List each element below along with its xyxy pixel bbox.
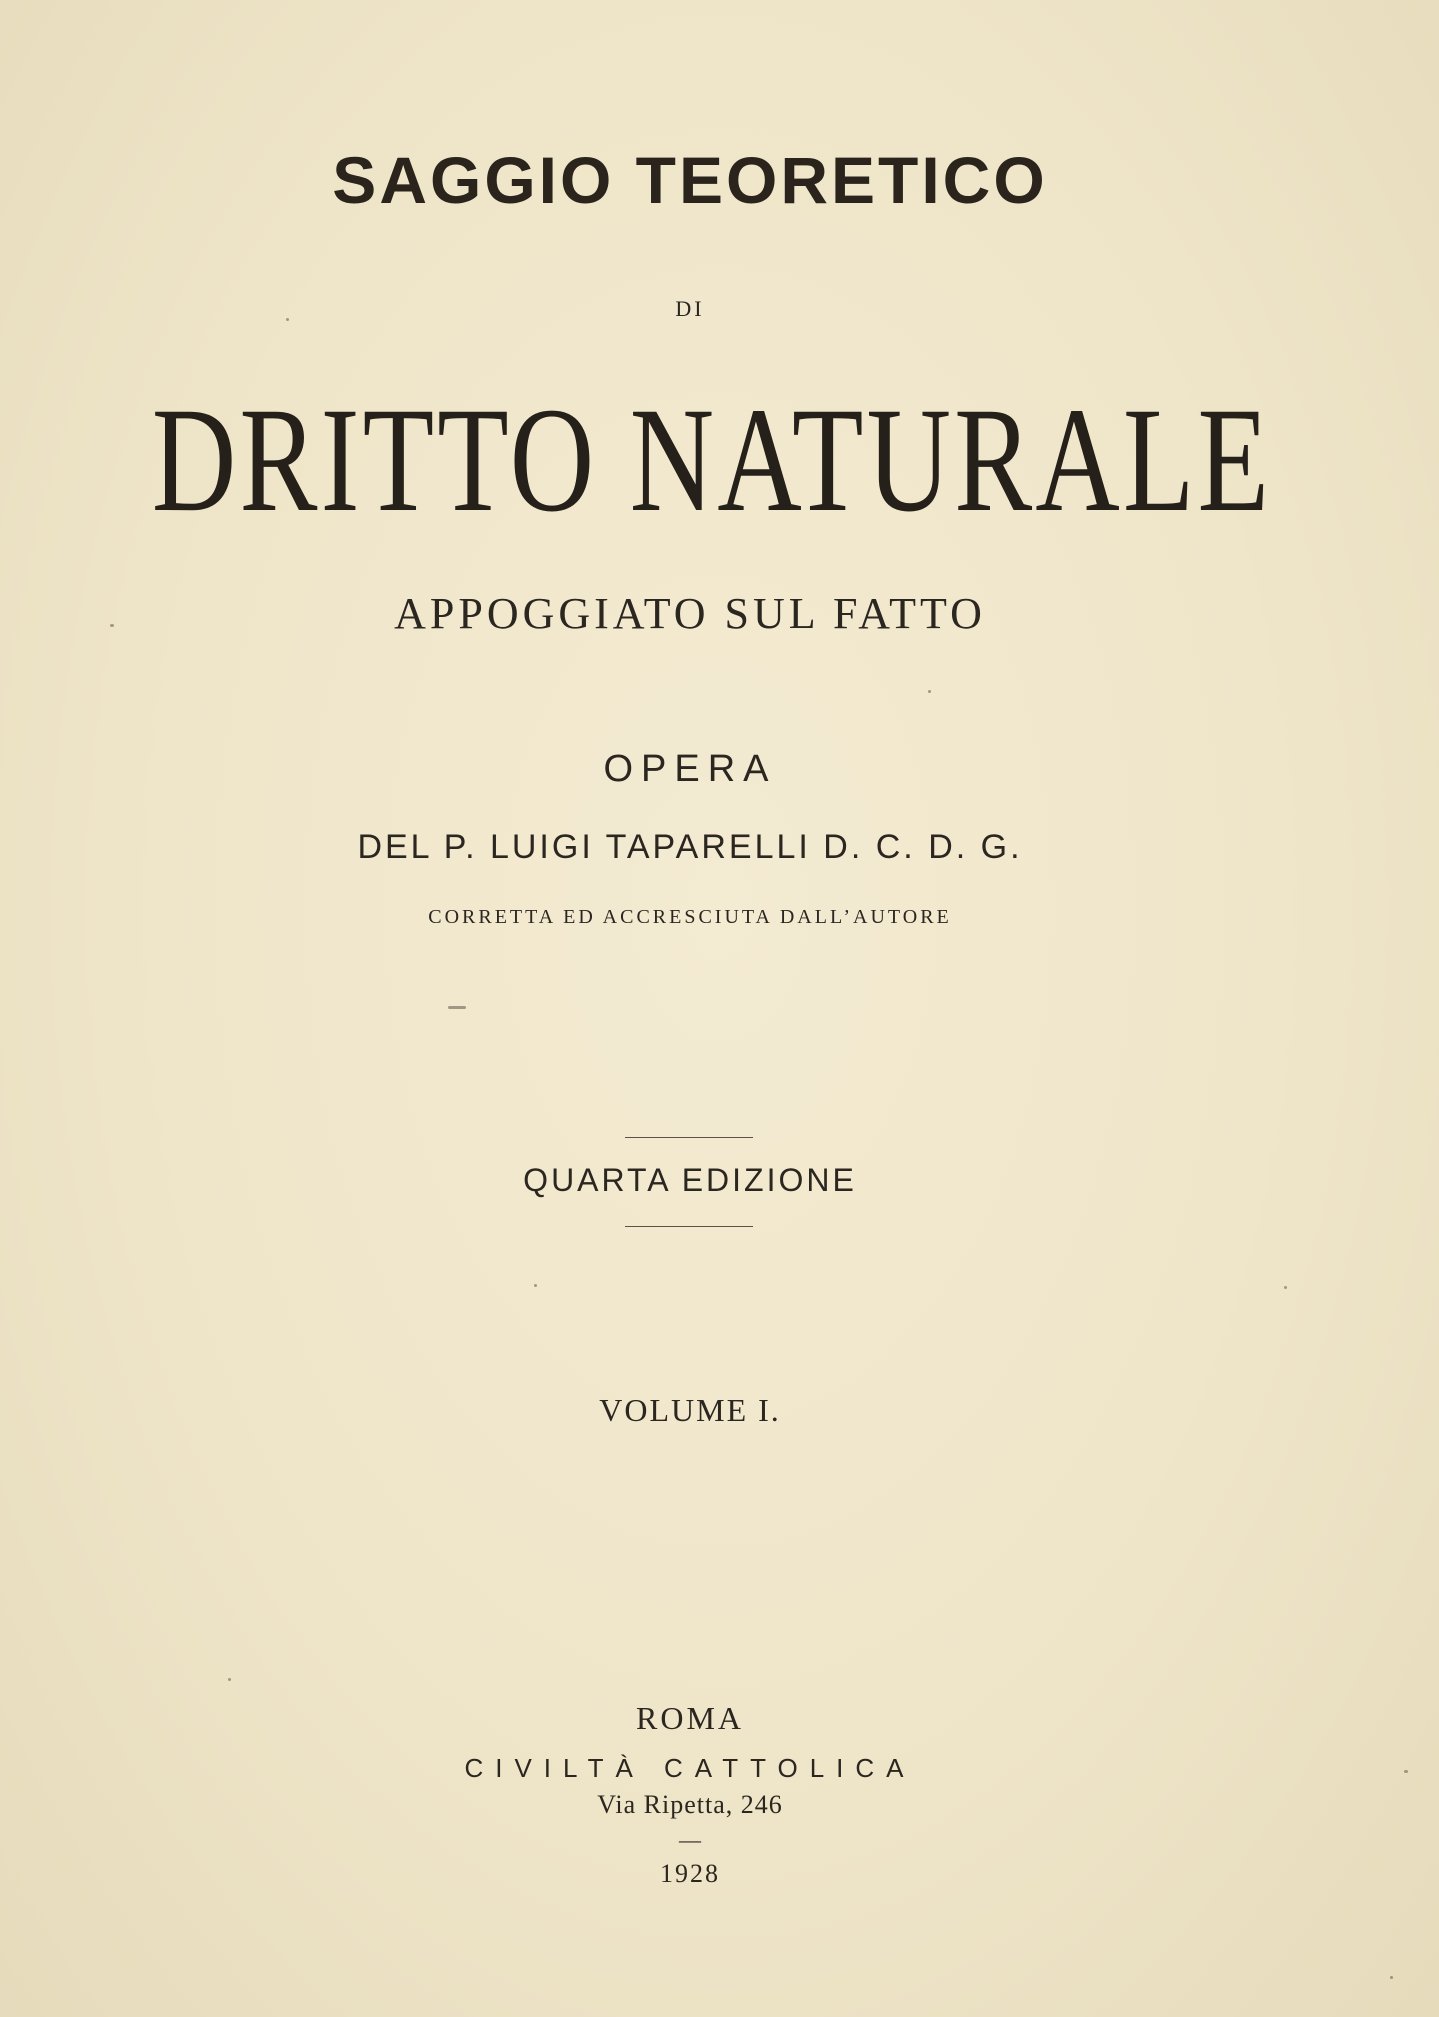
paper-speck: [286, 318, 289, 321]
paper-speck: [534, 1284, 537, 1287]
paper-speck: [110, 624, 114, 627]
opera-label: OPERA: [603, 748, 777, 790]
imprint-city: ROMA: [635, 1700, 744, 1736]
author-line: DEL P. LUIGI TAPARELLI D. C. D. G.: [357, 828, 1023, 866]
subtitle: APPOGGIATO SUL FATTO: [394, 589, 986, 638]
title-line-1: SAGGIO TEORETICO: [332, 143, 1048, 217]
imprint-address: Via Ripetta, 246: [597, 1790, 783, 1819]
edition-label: QUARTA EDIZIONE: [523, 1162, 857, 1198]
paper-speck: [1390, 1976, 1393, 1979]
edition-note: CORRETTA ED ACCRESCIUTA DALL’AUTORE: [428, 906, 952, 928]
paper-speck: [1404, 1770, 1408, 1773]
title-connector: DI: [675, 296, 705, 321]
main-title: DRITTO NATURALE: [151, 377, 1273, 543]
paper-speck: [1284, 1286, 1287, 1289]
paper-speck: [228, 1678, 231, 1681]
edition-rule-top: [625, 1137, 753, 1138]
imprint-publisher: CIVILTÀ CATTOLICA: [464, 1753, 916, 1783]
paper-speck: [448, 1006, 466, 1009]
imprint-year: 1928: [660, 1859, 720, 1888]
imprint-separator: —: [679, 1827, 701, 1852]
edition-rule-bottom: [625, 1226, 753, 1227]
paper-speck: [928, 690, 931, 693]
volume-label: VOLUME I.: [599, 1392, 781, 1428]
